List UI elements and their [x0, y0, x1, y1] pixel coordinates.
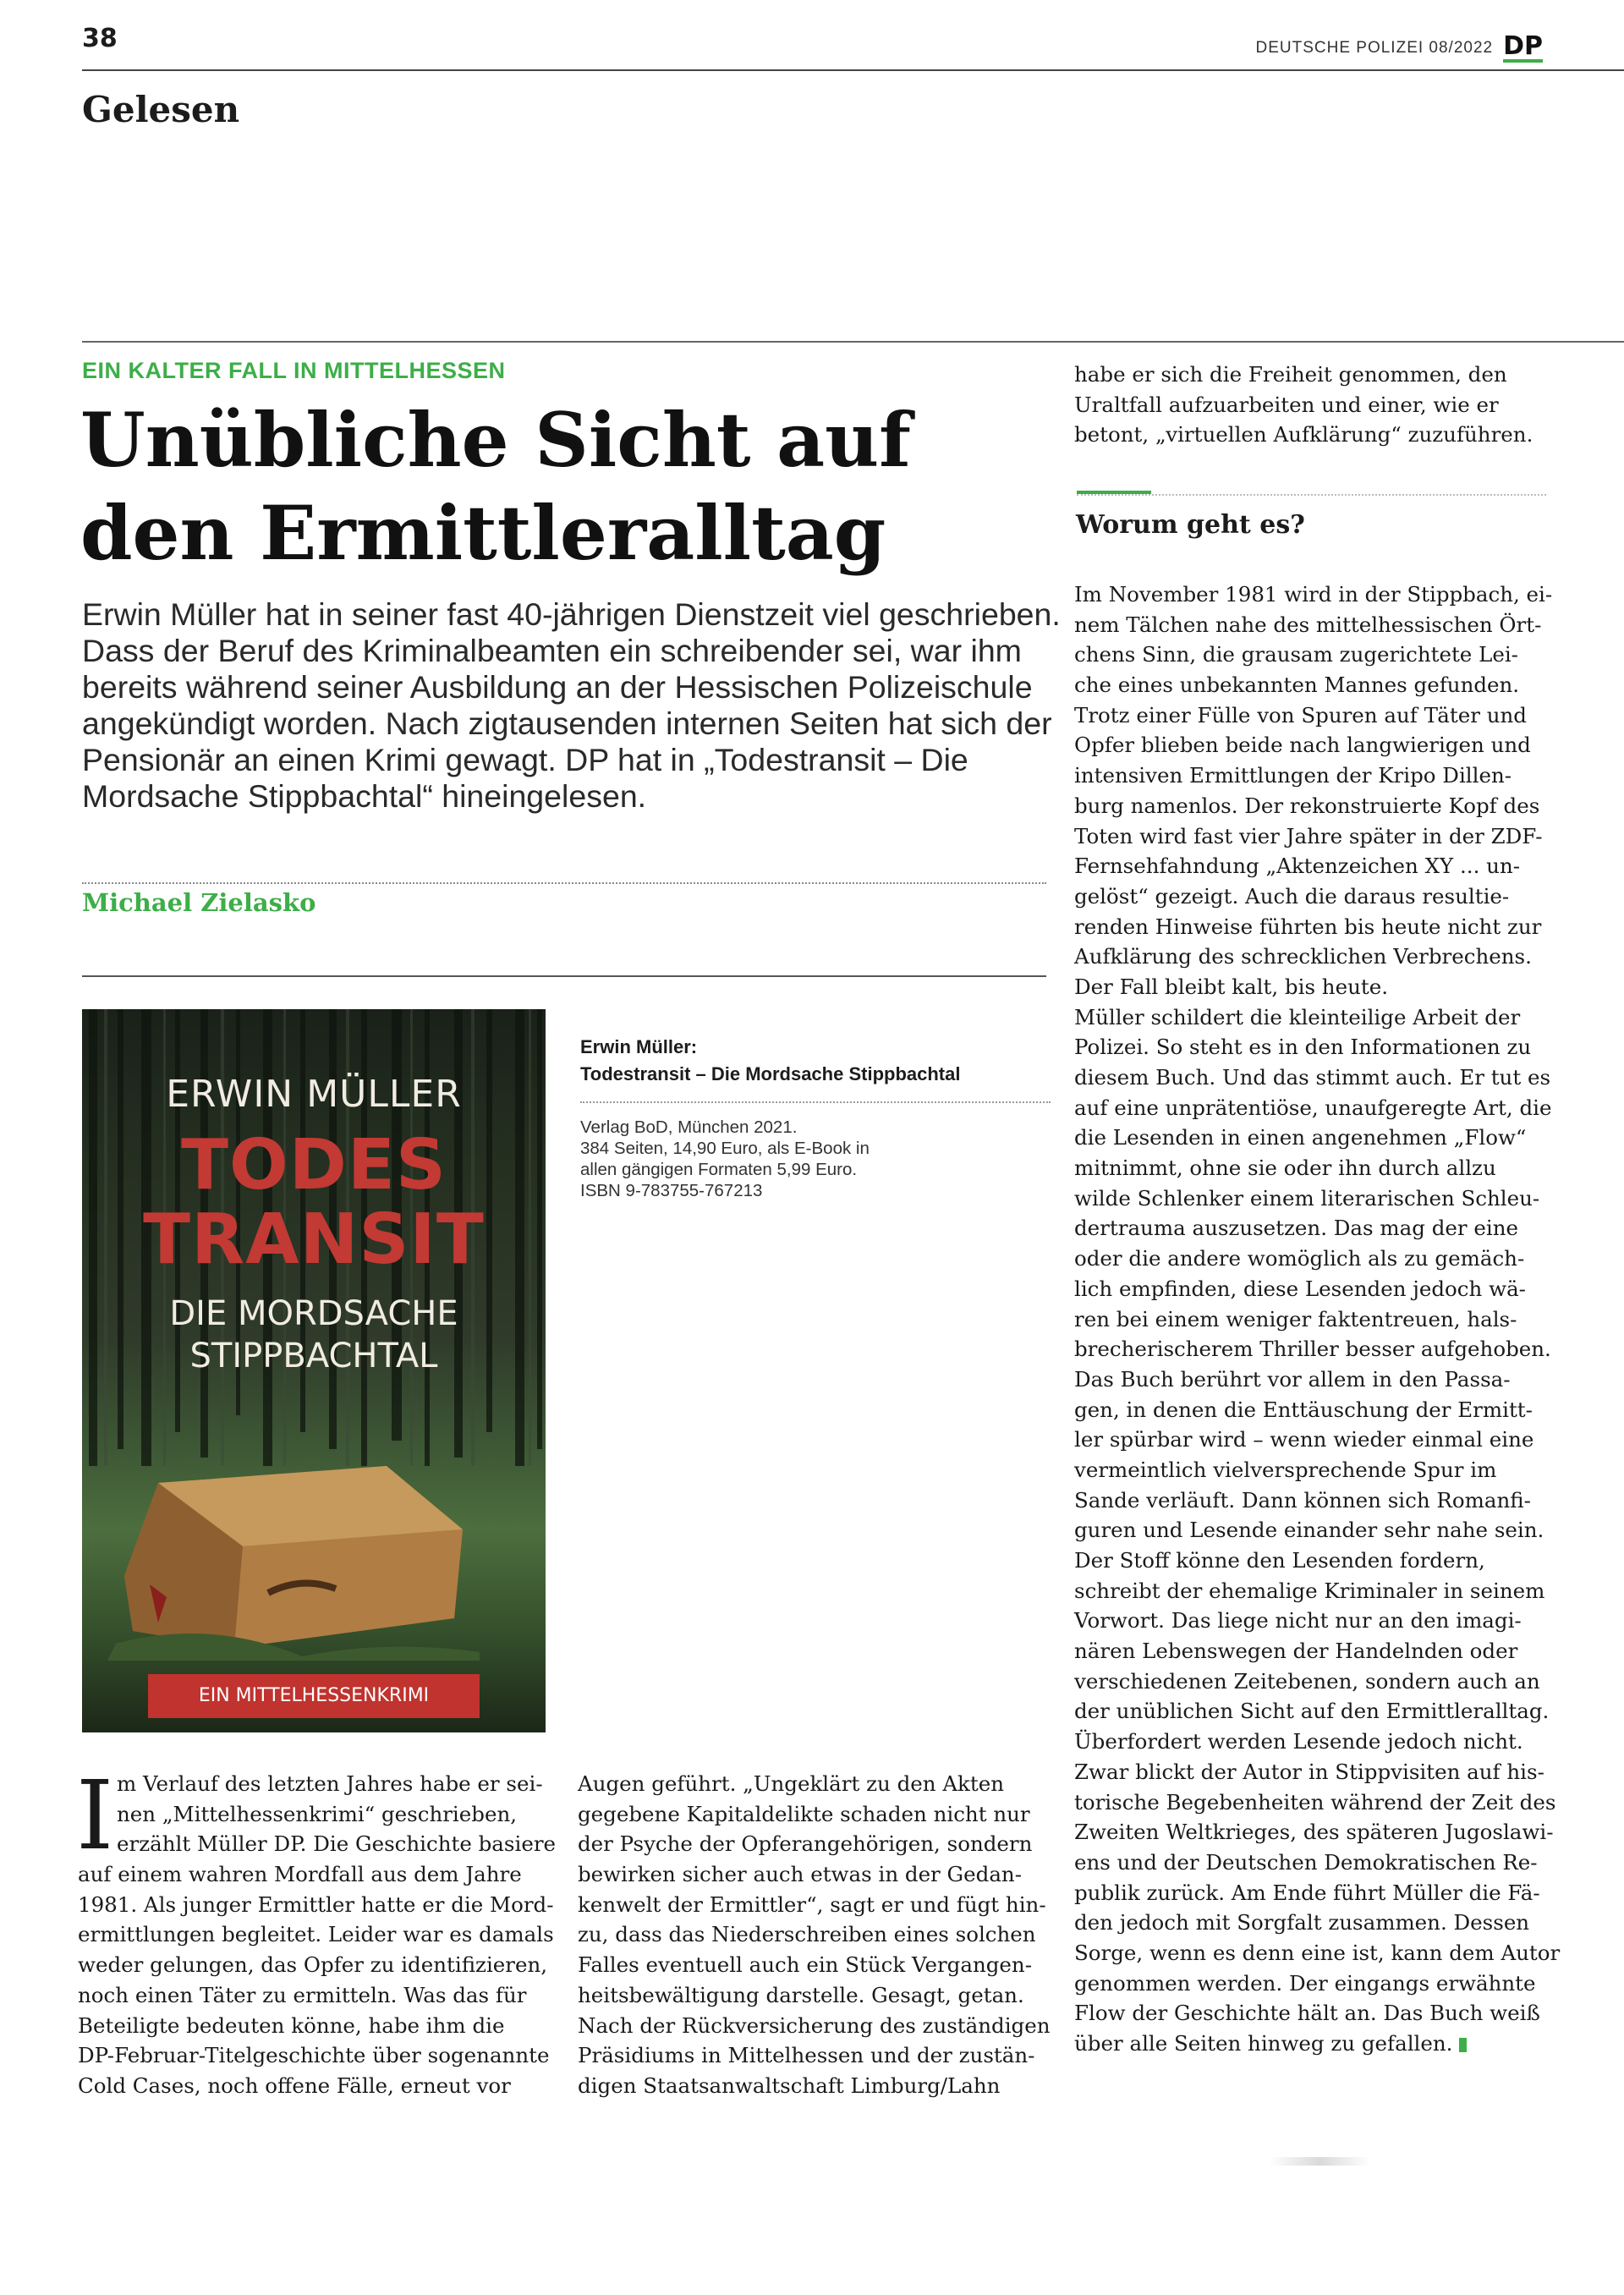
body-line: bewirken sicher auch etwas in der Gedan- [578, 1862, 1022, 1887]
body-line: Nach der Rückversicherung des zuständigen [578, 2012, 1051, 2038]
body-line: nem Tälchen nahe des mittelhessischen Ört- [1074, 612, 1542, 637]
body-line: ler spürbar wird – wenn wieder einmal eine [1074, 1427, 1534, 1452]
body-line: wilde Schlenker einem literarischen Schleu- [1074, 1185, 1540, 1211]
article-top-rule [82, 341, 1624, 343]
body-line: nen „Mittelhessenkrimi“ geschrieben, [117, 1801, 518, 1826]
kicker: EIN KALTER FALL IN MITTELHESSEN [82, 358, 506, 383]
body-line: die Lesenden in einen angenehmen „Flow“ [1074, 1125, 1527, 1150]
body-line: intensiven Ermittlungen der Kripo Dillen- [1074, 763, 1512, 788]
dotted-divider [82, 882, 1046, 884]
headline-line: den Ermittleralltag [80, 489, 886, 577]
body-line: Präsidiums in Mittelhessen und der zustän- [578, 2043, 1035, 2068]
byline: Michael Zielasko [82, 888, 316, 917]
body-column-2 [578, 1769, 1051, 2101]
body-line: betont, „virtuellen Aufklärung“ zuzuführen. [1074, 422, 1533, 447]
body-line: Vorwort. Das liege nicht nur an den imagi- [1074, 1608, 1522, 1633]
subheading: Worum geht es? [1076, 510, 1305, 540]
body-line: kenwelt der Ermittler“, sagt er und fügt hin- [578, 1891, 1046, 1917]
body-line: ermittlungen begleitet. Leider war es damals [78, 1922, 554, 1947]
end-mark-icon [1459, 2038, 1467, 2052]
lead-line: Pensionär an einen Krimi gewagt. DP hat in „Todestransit – Die [82, 742, 968, 777]
body-line: erzählt Müller DP. Die Geschichte basiere [117, 1831, 557, 1857]
body-line: diesem Buch. Und das stimmt auch. Er tut es [1074, 1065, 1551, 1090]
body-line: Der Stoff könne den Lesenden fordern, [1074, 1548, 1485, 1573]
body-line: guren und Lesende einander sehr nahe sein. [1074, 1518, 1544, 1543]
body-line: torische Begebenheiten während der Zeit des [1074, 1789, 1556, 1815]
body-line: lich empfinden, diese Lesenden jedoch wä- [1074, 1276, 1526, 1301]
cover-subtitle-line: DIE MORDSACHE [169, 1294, 458, 1333]
section-title: Gelesen [82, 89, 240, 130]
body-line: weder gelungen, das Opfer zu identifizieren, [78, 1952, 548, 1978]
body-line: brecherischerem Thriller besser aufgehoben. [1074, 1337, 1551, 1362]
suitcase-illustration [107, 1449, 480, 1661]
drop-cap: I [76, 1761, 114, 1871]
body-line: Im November 1981 wird in der Stippbach, ei- [1074, 582, 1553, 607]
body-line: Aufklärung des schrecklichen Verbrechens. [1074, 944, 1532, 969]
body-line: che eines unbekannten Mannes gefunden. [1074, 673, 1520, 698]
body-line: Das Buch berührt vor allem in den Passa- [1074, 1366, 1511, 1392]
masthead [1255, 31, 1544, 63]
lead-paragraph [82, 596, 1063, 815]
body-line: chens Sinn, die grausam zugerichtete Lei- [1074, 642, 1518, 667]
cover-title-line: TODES [181, 1125, 447, 1205]
body-line: Sande verläuft. Dann können sich Romanfi- [1074, 1487, 1531, 1513]
body-line: Flow der Geschichte hält an. Das Buch weiß [1074, 2001, 1540, 2026]
book-info-line: 384 Seiten, 14,90 Euro, als E-Book in [580, 1139, 870, 1158]
body-line: gelöst“ gezeigt. Auch die daraus resultie- [1074, 883, 1510, 909]
body-line: publik zurück. Am Ende führt Müller die Fä- [1074, 1880, 1540, 1905]
body-line: auf einem wahren Mordfall aus dem Jahre [78, 1862, 522, 1887]
body-line: Fernsehfahndung „Aktenzeichen XY ... un- [1074, 854, 1521, 879]
byline-rule [82, 975, 1046, 977]
body-line: ren bei einem weniger faktentreuen, hals- [1074, 1306, 1517, 1331]
body-line: verschiedenen Zeitebenen, sondern auch an [1074, 1668, 1540, 1694]
scan-smudge [1269, 2157, 1370, 2166]
body-line: der Psyche der Opferangehörigen, sondern [578, 1831, 1033, 1857]
body-line-text: über alle Seiten hinweg zu gefallen. [1074, 2031, 1453, 2056]
body-line: der unüblichen Sicht auf den Ermittleralltag. [1074, 1699, 1550, 1724]
body-line: schreibt der ehemalige Kriminaler in seinem [1074, 1578, 1545, 1603]
body-line: Opfer blieben beide nach langwierigen und [1074, 733, 1531, 758]
body-line: Beteiligte bedeuten könne, habe ihm die [78, 2012, 505, 2038]
body-line: burg namenlos. Der rekonstruierte Kopf des [1074, 793, 1540, 818]
body-line: vermeintlich vielversprechende Spur im [1074, 1457, 1497, 1482]
body-line: Überfordert werden Lesende jedoch nicht. [1074, 1729, 1523, 1754]
page-number: 38 [82, 24, 118, 53]
book-info-line: ISBN 9-783755-767213 [580, 1181, 763, 1200]
lead-line: Erwin Müller hat in seiner fast 40-jährigen Dienstzeit viel geschrieben. [82, 596, 1061, 632]
header-rule [82, 69, 1624, 71]
dotted-divider [580, 1101, 1051, 1103]
lead-line: Mordsache Stippbachtal“ hineingelesen. [82, 778, 647, 814]
body-line: 1981. Als junger Ermittler hatte er die Mord- [78, 1891, 554, 1917]
publication-name: DEUTSCHE POLIZEI 08/2022 [1255, 39, 1494, 57]
cover-author: ERWIN MÜLLER [166, 1073, 462, 1116]
body-line: genommen werden. Der eingangs erwähnte [1074, 1970, 1536, 1996]
lead-line: angekündigt worden. Nach zigtausenden internen Seiten hat sich der [82, 706, 1052, 741]
headline [80, 393, 1053, 579]
body-line: Polizei. So steht es in den Informationen zu [1074, 1035, 1532, 1060]
body-line: digen Staatsanwaltschaft Limburg/Lahn [578, 2073, 1001, 2098]
cover-title-line: TRANSIT [143, 1200, 485, 1280]
body-column-3 [1074, 579, 1561, 2059]
body-line: DP-Februar-Titelgeschichte über sogenannte [78, 2043, 550, 2068]
body-line: Augen geführt. „Ungeklärt zu den Akten [578, 1771, 1004, 1796]
body-line: dertrauma auszusetzen. Das mag der eine [1074, 1216, 1519, 1241]
body-line: Trotz einer Fülle von Spuren auf Täter und [1074, 702, 1527, 727]
dotted-divider [1077, 494, 1546, 496]
body-line: Müller schildert die kleinteilige Arbeit der [1074, 1004, 1521, 1029]
body-line: Uraltfall aufzuarbeiten und einer, wie er [1074, 392, 1499, 417]
dp-logo: DP [1503, 31, 1543, 61]
body-line: Zweiten Weltkrieges, des späteren Jugoslawi- [1074, 1820, 1554, 1845]
body-line: heitsbewältigung darstelle. Gesagt, getan. [578, 1982, 1024, 2007]
body-line: Der Fall bleibt kalt, bis heute. [1074, 974, 1388, 999]
book-info-author: Erwin Müller: [580, 1036, 698, 1057]
body-column-1 [76, 1761, 557, 2101]
body-line: habe er sich die Freiheit genommen, den [1074, 362, 1507, 387]
headline-line: Unübliche Sicht auf [80, 396, 911, 484]
book-info-title: Todestransit – Die Mordsache Stippbachtal [580, 1063, 961, 1084]
cover-banner: EIN MITTELHESSENKRIMI [148, 1674, 480, 1718]
body-line: Toten wird fast vier Jahre später in der ZDF- [1074, 823, 1543, 848]
body-line: zu, dass das Niederschreiben eines solchen [578, 1922, 1036, 1947]
body-line: Cold Cases, noch offene Fälle, erneut vor [78, 2073, 511, 2098]
lead-line: bereits während seiner Ausbildung an der Hessischen Polizeischule [82, 669, 1033, 705]
body-line: oder die andere womöglich als zu gemäch- [1074, 1246, 1525, 1271]
body-line: nären Lebenswegen der Handelnden oder [1074, 1639, 1518, 1664]
book-info-line: Verlag BoD, München 2021. [580, 1117, 798, 1137]
body-line: auf eine unprätentiöse, unaufgeregte Art, die [1074, 1095, 1552, 1120]
body-line: Falles eventuell auch ein Stück Vergangen- [578, 1952, 1032, 1978]
book-cover-image [82, 1009, 546, 1732]
book-info-details [580, 1117, 1054, 1201]
lead-line: Dass der Beruf des Kriminalbeamten ein schreibender sei, war ihm [82, 633, 1022, 668]
body-line: renden Hinweise führten bis heute nicht zur [1074, 914, 1542, 939]
body-line: gegebene Kapitaldelikte schaden nicht nur [578, 1801, 1030, 1826]
book-info-line: allen gängigen Formaten 5,99 Euro. [580, 1160, 858, 1179]
cover-subtitle-line: STIPPBACHTAL [189, 1337, 438, 1375]
body-line: gen, in denen die Enttäuschung der Ermitt- [1074, 1397, 1533, 1422]
body-line: den jedoch mit Sorgfalt zusammen. Dessen [1074, 1910, 1530, 1935]
body-line [1074, 2029, 1548, 2059]
body-line: Zwar blickt der Autor in Stippvisiten auf his- [1074, 1759, 1544, 1784]
body-line: mitnimmt, ohne sie oder ihn durch allzu [1074, 1156, 1496, 1181]
body-line: Sorge, wenn es denn eine ist, kann dem Autor [1074, 1940, 1561, 1965]
body-line: noch einen Täter zu ermitteln. Was das für [78, 1982, 527, 2007]
body-column-3-top [1074, 360, 1548, 450]
body-line: m Verlauf des letzten Jahres habe er sei- [117, 1771, 543, 1796]
body-line: ens und der Deutschen Demokratischen Re- [1074, 1849, 1538, 1875]
